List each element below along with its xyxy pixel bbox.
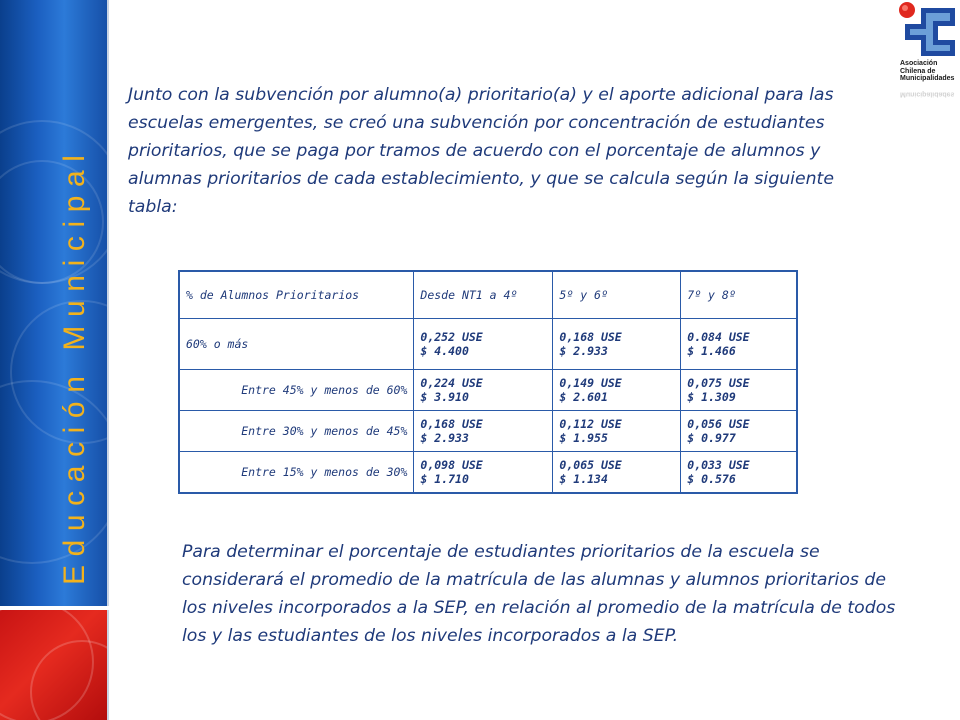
table-cell: 0,033 USE $ 0.576 xyxy=(681,452,797,494)
table-cell: 0,075 USE $ 1.309 xyxy=(681,370,797,411)
table-cell: 0,056 USE $ 0.977 xyxy=(681,411,797,452)
row-label: 60% o más xyxy=(179,319,414,370)
table-cell: 0,168 USE $ 2.933 xyxy=(414,411,553,452)
table-cell: 0,149 USE $ 2.601 xyxy=(553,370,681,411)
table-cell: 0,112 USE $ 1.955 xyxy=(553,411,681,452)
table-cell: 0,224 USE $ 3.910 xyxy=(414,370,553,411)
table-cell: 0.084 USE $ 1.466 xyxy=(681,319,797,370)
closing-paragraph: Para determinar el porcentaje de estudiantes prioritarios de la escuela se considerará el promedio de la matrícula de las alumnas y alumnos prioritarios de los niveles incorporados a la SEP, en relación al promedio de la matrícula de todos los y las estudiantes de los niveles incorporados a la SEP. xyxy=(182,542,896,646)
table-cell: 0,098 USE $ 1.710 xyxy=(414,452,553,494)
table-cell: 0,252 USE $ 4.400 xyxy=(414,319,553,370)
sidebar-red-panel xyxy=(0,610,109,720)
logo-reflection: Municipalidades xyxy=(900,90,955,98)
sidebar-blue-panel xyxy=(0,0,109,606)
header-cell: 7º y 8º xyxy=(681,271,797,319)
intro-paragraph: Junto con la subvención por alumno(a) prioritario(a) y el aporte adicional para las escuelas emergentes, se creó una subvención por concentración de estudiantes prioritarios, que se paga por tramos de acuerdo con el porcentaje de alumnos y alumnas prioritarios de cada establecimiento, y que se calcula según la siguiente tabla: xyxy=(128,85,834,217)
table-row xyxy=(179,319,797,370)
header-cell: Desde NT1 a 4º xyxy=(414,271,553,319)
sidebar-title: Educación Municipal xyxy=(58,146,91,585)
header-cell: % de Alumnos Prioritarios xyxy=(179,271,414,319)
table-row xyxy=(179,411,797,452)
header-cell: 5º y 6º xyxy=(553,271,681,319)
row-label: Entre 15% y menos de 30% xyxy=(179,452,414,494)
row-label: Entre 30% y menos de 45% xyxy=(179,411,414,452)
table-cell: 0,168 USE $ 2.933 xyxy=(553,319,681,370)
table-header-row xyxy=(179,271,797,319)
row-label: Entre 45% y menos de 60% xyxy=(179,370,414,411)
table-cell: 0,065 USE $ 1.134 xyxy=(553,452,681,494)
table-row xyxy=(179,452,797,494)
priority-subsidy-table xyxy=(178,270,798,494)
table-row xyxy=(179,370,797,411)
logo-text: Asociación Chilena de Municipalidades xyxy=(900,60,955,82)
